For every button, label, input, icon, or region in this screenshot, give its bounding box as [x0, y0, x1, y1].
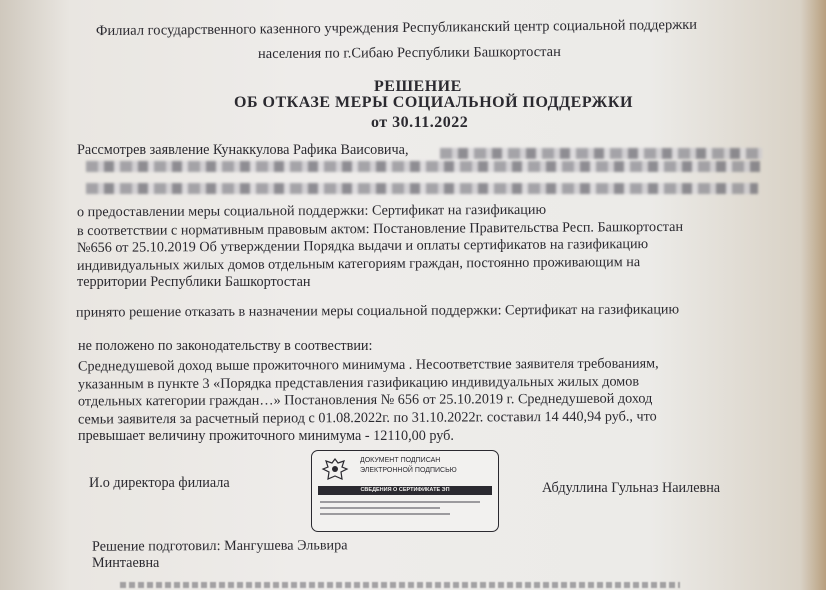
stamp-line2: ЭЛЕКТРОННОЙ ПОДПИСЬЮ [360, 467, 457, 474]
reason-line1: Среднедушевой доход выше прожиточного минимума . Несоответствие заявителя требованиям, [77, 355, 659, 375]
legal-basis-line3: индивидуальных жилых домов отдельным категориям граждан, постоянно проживающим на [76, 254, 641, 274]
reason-line5: превышает величину прожиточного минимума - 12110,00 руб. [78, 428, 454, 444]
cut-off-footer-text [120, 582, 680, 588]
decision-date: от 30.11.2022 [371, 114, 469, 131]
decision-statement: принято решение отказать в назначении меры социальной поддержки: Сертификат на газификацию [75, 301, 680, 321]
agency-name-line2: населения по г.Сибаю Республики Башкортостан [257, 43, 561, 63]
prepared-by-line1: Решение подготовил: Мангушева Эльвира [91, 537, 348, 555]
reason-line3: отдельных категории граждан…» Постановления № 656 от 25.10.2019 г. Среднедушевой доход [77, 390, 653, 410]
not-due-statement: не положено по законодательству в соотвествии: [78, 338, 373, 354]
applicant-considered: Рассмотрев заявление Кунаккулова Рафика Ваисовича, [77, 142, 409, 158]
signer-name: Абдуллина Гульназ Наилевна [542, 480, 721, 496]
legal-basis-line2: №656 от 25.10.2019 Об утверждении Порядка выдачи и оплаты сертификатов на газификацию [76, 236, 649, 256]
prepared-by-line2: Минтаевна [92, 555, 160, 571]
legal-basis-line1: в соответствии с нормативным правовым актом: Постановление Правительства Респ. Башкортостан [76, 218, 684, 240]
stamp-detail-line [320, 501, 480, 503]
stamp-detail-line [320, 513, 450, 515]
reason-line2: указанным в пункте 3 «Порядка представления газификацию индивидуальных жилых домов [77, 373, 640, 393]
coat-of-arms-icon [320, 457, 350, 483]
reason-line4: семьи заявителя за расчетный период с 01.08.2022г. по 31.10.2022г. составил 14 440,94 руб., что [77, 408, 657, 428]
signer-role: И.о директора филиала [89, 475, 230, 491]
decision-title: РЕШЕНИЕ [374, 78, 462, 95]
legal-basis-line4: территории Республики Башкортостан [77, 274, 311, 290]
stamp-line1: ДОКУМЕНТ ПОДПИСАН [360, 457, 441, 464]
electronic-signature-stamp [311, 450, 499, 532]
stamp-certificate-bar: СВЕДЕНИЯ О СЕРТИФИКАТЕ ЭП [318, 486, 492, 495]
support-measure: о предоставлении меры социальной поддержки: Сертификат на газификацию [76, 201, 547, 221]
agency-name-line1: Филиал государственного казенного учреждения Республиканский центр социальной поддержки [95, 16, 698, 40]
stamp-detail-line [320, 507, 440, 509]
decision-subtitle: ОБ ОТКАЗЕ МЕРЫ СОЦИАЛЬНОЙ ПОДДЕРЖКИ [234, 94, 633, 111]
